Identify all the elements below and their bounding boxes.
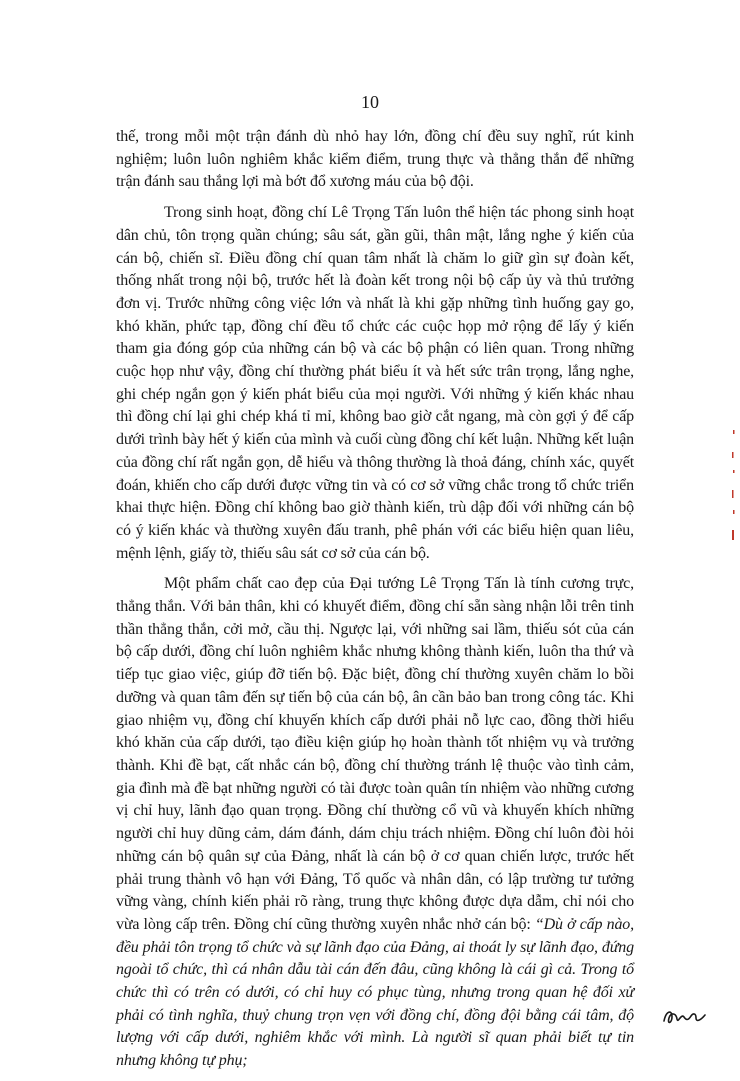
paragraph-2: Trong sinh hoạt, đồng chí Lê Trọng Tấn luôn thể hiện tác phong sinh hoạt dân chủ, tôn trọng quần chúng; sâu sát, gần gũi, thân mật, lắng nghe ý kiến của cán bộ, chiến sĩ. Điều đồng chí quan tâm nhất là chăm lo giữ gìn sự đoàn kết, thống nhất trong nội bộ, trước hết là đoàn kết trong nội bộ cấp ủy và thủ trưởng đơn vị. Trước những công việc lớn và nhất là khi gặp những tình huống gay go, khó khăn, phức tạp, đồng chí đều tổ chức các cuộc họp mở rộng để lấy ý kiến tham gia đóng góp của những cán bộ và các bộ phận có liên quan. Trong những cuộc họp như vậy, đồng chí thường phát biểu ít và hết sức trân trọng, lắng nghe, ghi chép ngắn gọn ý kiến phát biểu của mọi người. Với những ý kiến khác nhau thì đồng chí lại ghi chép khá tỉ mỉ, không bao giờ cắt ngang, mà còn gợi ý để cấp dưới trình bày hết ý kiến của mình và cuối cùng đồng chí kết luận. Những kết luận của đồng chí rất ngắn gọn, dễ hiểu và thông thường là thoả đáng, chính xác, quyết đoán, khiến cho cấp dưới được vững tin và có cơ sở vững chắc trong tổ chức triển khai thực hiện. Đồng chí không bao giờ thành kiến, trù dập đối với những cán bộ có ý kiến khác và thường xuyên đấu tranh, phê phán với các biểu hiện quan liêu, mệnh lệnh, giấy tờ, thiếu sâu sát cơ sở của cán bộ. xyxy=(116,204,634,562)
paragraph-3-text: Một phẩm chất cao đẹp của Đại tướng Lê Trọng Tấn là tính cương trực, thẳng thắn. Với bản thân, khi có khuyết điểm, đồng chí sẵn sàng nhận lỗi trên tinh thần thẳng thắn, cởi mở, cầu thị. Ngược lại, với những sai lầm, thiếu sót của cán bộ cấp dưới, đồng chí luôn nghiêm khắc nhưng không thành kiến, luôn tha thứ và tiếp tục giao việc, giúp đỡ tiến bộ. Đặc biệt, đồng chí thường xuyên chăm lo bồi dưỡng và quan tâm đến sự tiến bộ của cán bộ, ân cần bảo ban trong công tác. Khi giao nhiệm vụ, đồng chí khuyến khích cấp dưới phải nỗ lực cao, đồng thời hiểu khó khăn của cấp dưới, tạo điều kiện giúp họ hoàn thành tốt nhiệm vụ và trưởng thành. Khi đề bạt, cất nhắc cán bộ, đồng chí thường tránh lệ thuộc vào tình cảm, gia đình mà đề bạt những người có tài được toàn quân tín nhiệm vào những cương vị chỉ huy, lãnh đạo quan trọng. Đồng chí thường cổ vũ và khuyến khích những người chỉ huy dũng cảm, dám đánh, dám chịu trách nhiệm. Đồng chí luôn đòi hỏi những cán bộ quân sự của Đảng, nhất là cán bộ ở cơ quan chiến lược, trước hết phải trung thành vô hạn với Đảng, Tổ quốc và nhân dân, có lập trường tư tưởng vững vàng, chính kiến phải rõ ràng, trung thực không được dựa dẫm, chỉ nói cho vừa lòng cấp trên. Đồng chí cũng thường xuyên nhắc nhở cán bộ: xyxy=(116,575,634,933)
body-text xyxy=(116,126,634,1081)
signature-initials xyxy=(660,1003,708,1029)
paragraph-3 xyxy=(116,573,634,1072)
paragraph-1: thế, trong mỗi một trận đánh dù nhỏ hay lớn, đồng chí đều suy nghĩ, rút kinh nghiệm; luôn luôn nghiêm khắc kiểm điểm, trung thực và thẳng thắn để những trận đánh sau thắng lợi mà bớt đổ xương máu của bộ đội. xyxy=(116,128,634,191)
page-number: 10 xyxy=(361,92,379,112)
paragraph-3-quote: “Dù ở cấp nào, đều phải tôn trọng tổ chức và sự lãnh đạo của Đảng, ai thoát ly sự lãnh đạo, đứng ngoài tổ chức, thì cá nhân dẫu tài cán đến đâu, cũng không là cái gì cả. Trong tổ chức thì có trên có dưới, có chỉ huy có phục tùng, nhưng trong quan hệ đối xử phải có tình nghĩa, thuỷ chung trọn vẹn với đồng chí, đồng đội bằng cái tâm, độ lượng với cấp dưới, nghiêm khắc với mình. Là người sĩ quan phải biết tự tin nhưng không tự phụ; xyxy=(116,915,635,1070)
edge-stamp-marks xyxy=(727,430,737,550)
